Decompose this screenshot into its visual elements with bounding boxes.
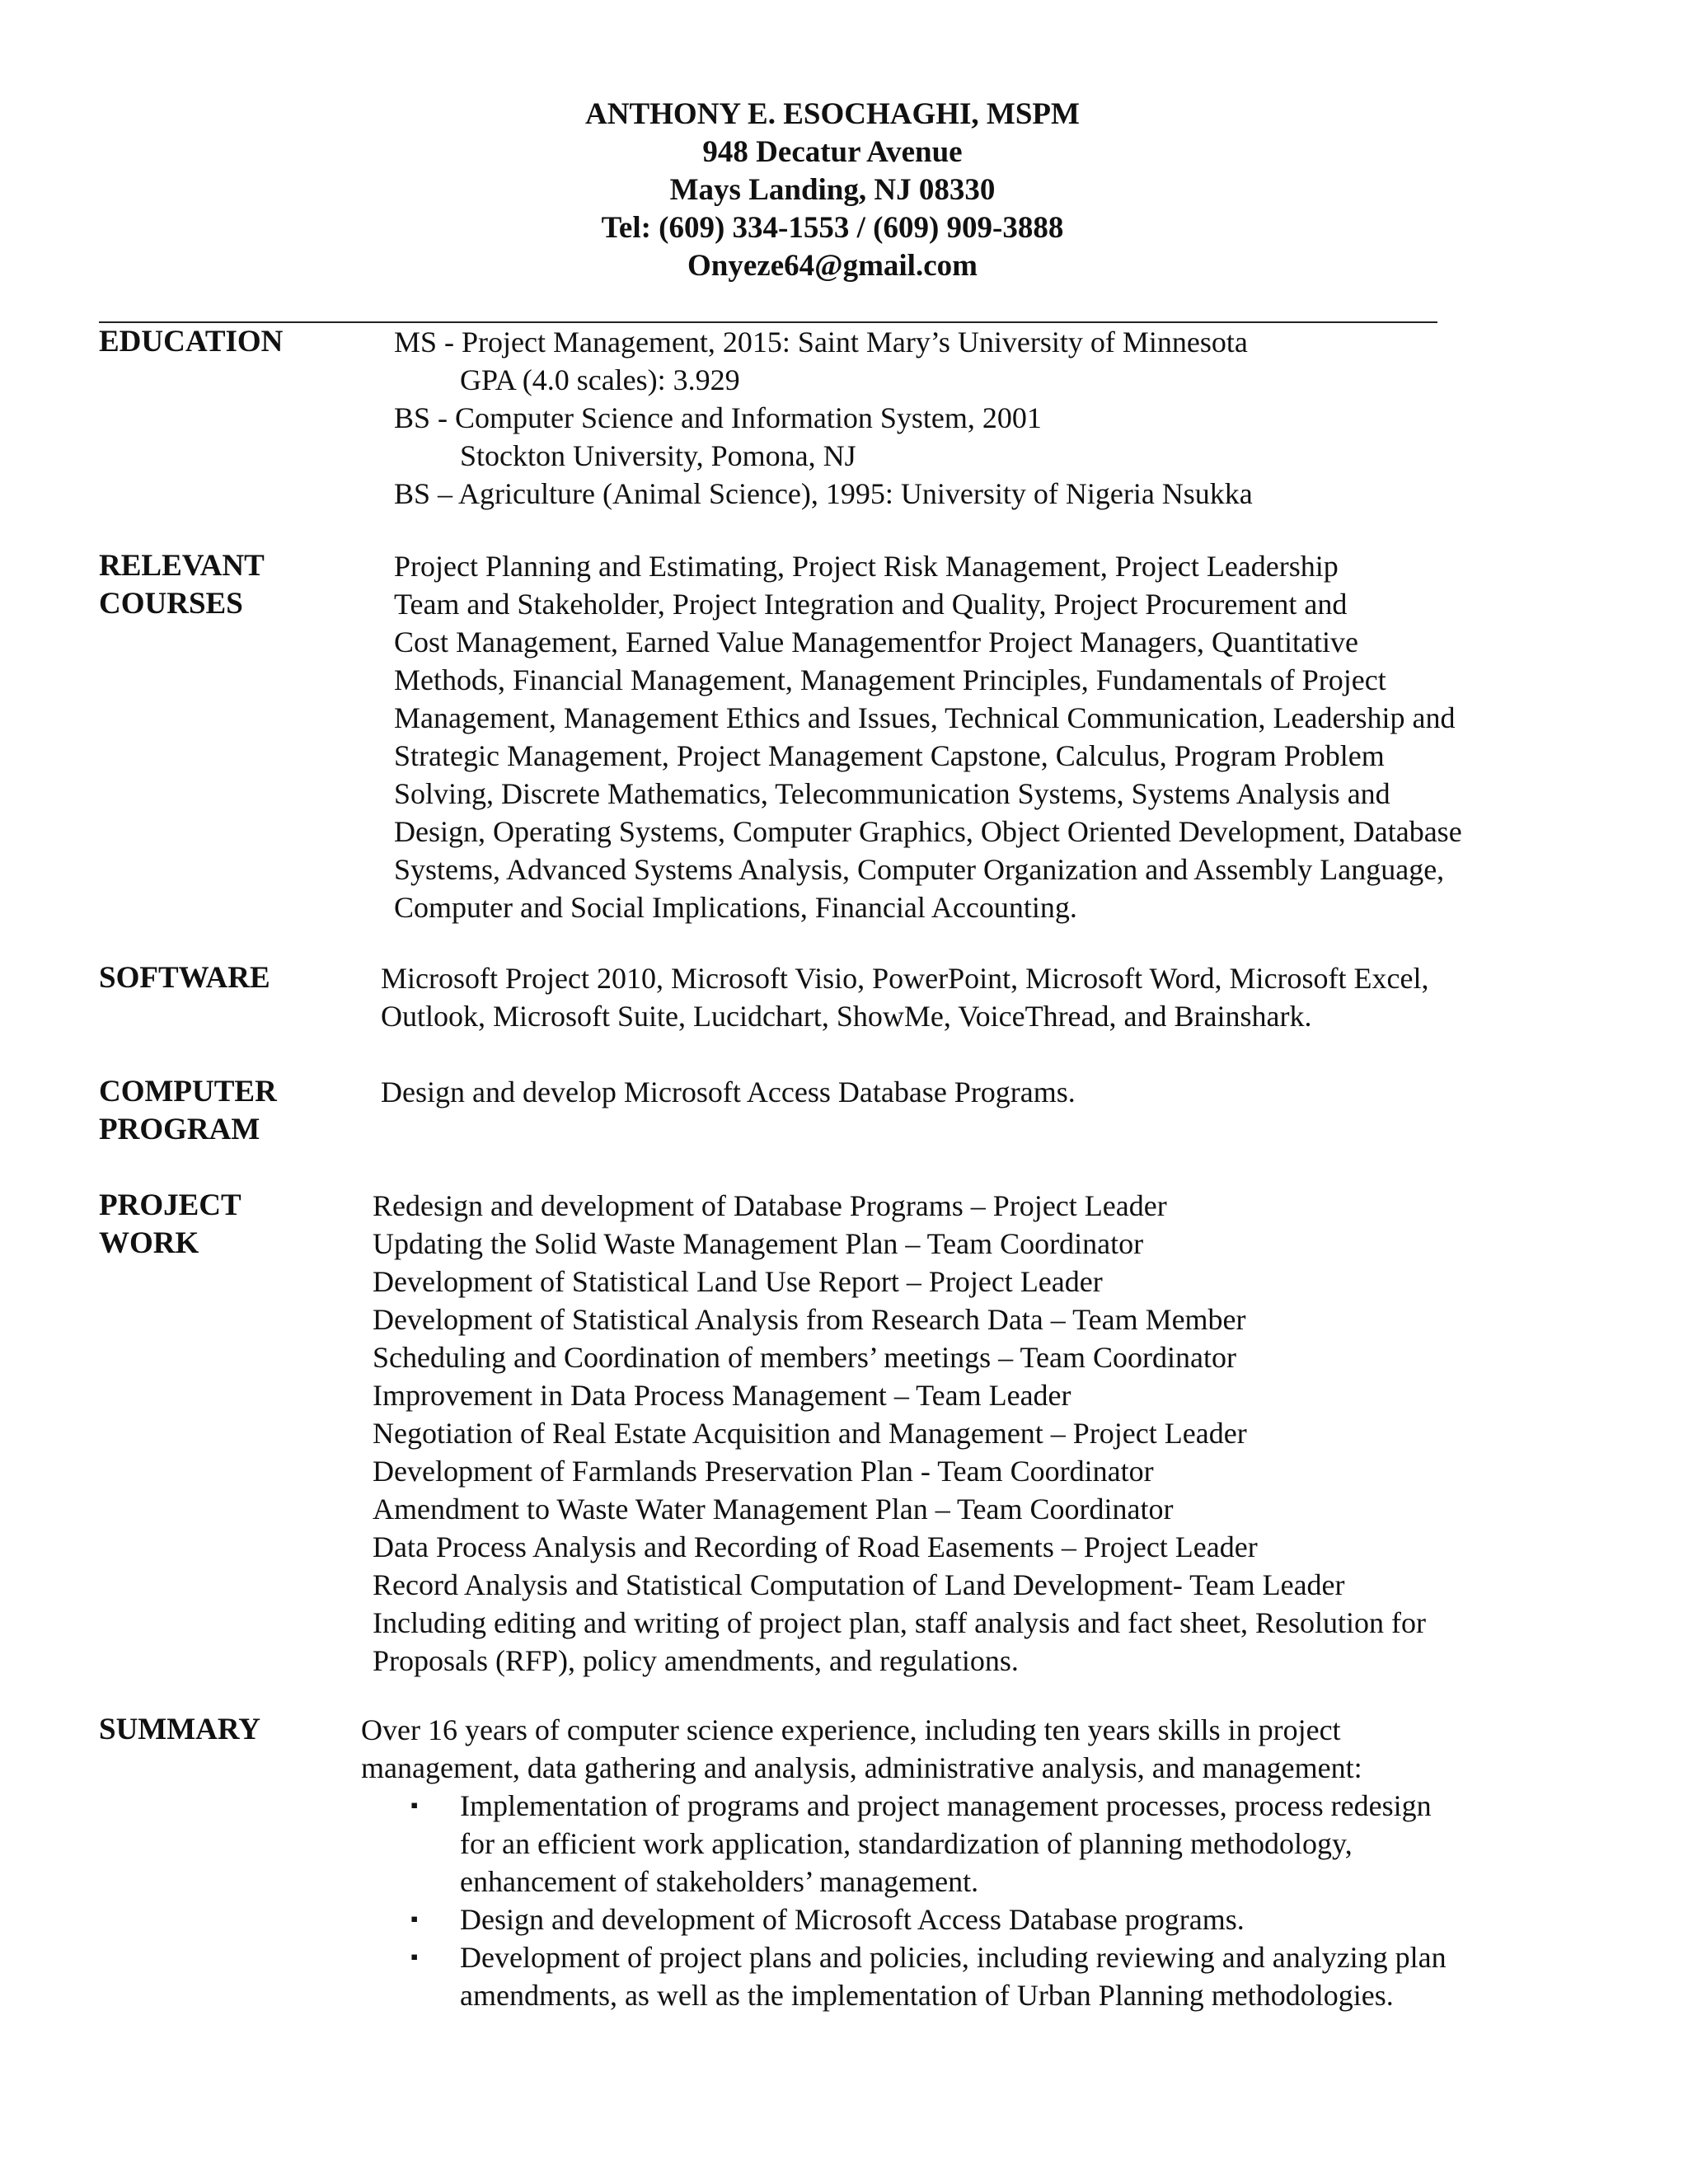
computer-program-label: [99, 1073, 379, 1149]
courses-content: [394, 547, 1462, 926]
education-line: Stockton University, Pomona, NJ: [460, 439, 856, 472]
project-work-line: Updating the Solid Waste Management Plan – Team Coordinator: [373, 1227, 1144, 1260]
square-bullet-icon: ▪: [410, 1907, 419, 1931]
project-work-content: [373, 1187, 1426, 1680]
courses-line: Methods, Financial Management, Management Principles, Fundamentals of Project: [394, 663, 1386, 696]
courses-line: Computer and Social Implications, Financial Accounting.: [394, 891, 1077, 924]
project-work-line: Negotiation of Real Estate Acquisition and Management – Project Leader: [373, 1417, 1247, 1450]
summary-intro-line: management, data gathering and analysis, administrative analysis, and management:: [361, 1751, 1362, 1784]
summary-bullet-item: [361, 1938, 1447, 2014]
project-work-line: Redesign and development of Database Programs – Project Leader: [373, 1189, 1167, 1222]
education-line: GPA (4.0 scales): 3.929: [460, 363, 740, 396]
summary-bullet-item: [361, 1787, 1447, 1900]
courses-line: Management, Management Ethics and Issues, Technical Communication, Leadership and: [394, 701, 1456, 734]
project-work-line: Scheduling and Coordination of members’ meetings – Team Coordinator: [373, 1341, 1236, 1374]
software-line: Outlook, Microsoft Suite, Lucidchart, ShowMe, VoiceThread, and Brainshark.: [381, 1000, 1312, 1033]
computer-program-label-line: COMPUTER: [99, 1075, 277, 1108]
summary-bullet-line: for an efficient work application, standardization of planning methodology,: [460, 1827, 1353, 1860]
project-work-line: Development of Statistical Analysis from Research Data – Team Member: [373, 1303, 1246, 1336]
candidate-name: ANTHONY E. ESOCHAGHI, MSPM: [585, 97, 1080, 131]
project-work-line: Proposals (RFP), policy amendments, and regulations.: [373, 1644, 1019, 1677]
summary-bullet-line: enhancement of stakeholders’ management.: [460, 1865, 979, 1898]
education-line: BS – Agriculture (Animal Science), 1995: University of Nigeria Nsukka: [394, 477, 1253, 510]
summary-bullet-line: Development of project plans and policies, including reviewing and analyzing plan: [460, 1941, 1447, 1974]
phone-numbers: Tel: (609) 334-1553 / (609) 909-3888: [601, 211, 1064, 245]
project-work-label: [99, 1187, 379, 1263]
summary-bullet-line: Implementation of programs and project management processes, process redesign: [460, 1789, 1432, 1822]
project-work-line: Development of Statistical Land Use Report – Project Leader: [373, 1265, 1103, 1298]
project-work-label-line: PROJECT: [99, 1188, 241, 1222]
summary-bullet-line: amendments, as well as the implementation of Urban Planning methodologies.: [460, 1979, 1394, 2012]
summary-content: [361, 1711, 1447, 2014]
summary-bullet-line: Design and development of Microsoft Access Database programs.: [460, 1903, 1245, 1936]
courses-label-line: RELEVANT: [99, 549, 265, 583]
education-line: BS - Computer Science and Information System, 2001: [394, 401, 1042, 434]
courses-line: Design, Operating Systems, Computer Graphics, Object Oriented Development, Database: [394, 815, 1462, 848]
summary-intro-line: Over 16 years of computer science experience, including ten years skills in project: [361, 1713, 1341, 1746]
square-bullet-icon: ▪: [410, 1945, 419, 1969]
courses-line: Cost Management, Earned Value Managementfor Project Managers, Quantitative: [394, 626, 1358, 658]
computer-program-content: [381, 1073, 1076, 1111]
education-content: [394, 323, 1253, 513]
summary-label: SUMMARY: [99, 1713, 261, 1746]
email-address: Onyeze64@gmail.com: [687, 249, 978, 283]
courses-line: Solving, Discrete Mathematics, Telecommunication Systems, Systems Analysis and: [394, 777, 1390, 810]
courses-line: Systems, Advanced Systems Analysis, Computer Organization and Assembly Language,: [394, 853, 1445, 886]
project-work-line: Record Analysis and Statistical Computation of Land Development- Team Leader: [373, 1568, 1345, 1601]
project-work-line: Data Process Analysis and Recording of Road Easements – Project Leader: [373, 1530, 1258, 1563]
street-address: 948 Decatur Avenue: [702, 135, 963, 169]
city-state-zip: Mays Landing, NJ 08330: [669, 173, 996, 207]
software-label: SOFTWARE: [99, 961, 270, 995]
education-label: EDUCATION: [99, 325, 284, 359]
project-work-label-line: WORK: [99, 1226, 199, 1260]
software-content: [381, 959, 1428, 1035]
courses-label: [99, 547, 379, 623]
project-work-line: Including editing and writing of project plan, staff analysis and fact sheet, Resolution for: [373, 1606, 1427, 1639]
computer-program-text: Design and develop Microsoft Access Database Programs.: [381, 1076, 1076, 1108]
courses-line: Team and Stakeholder, Project Integration and Quality, Project Procurement and: [394, 588, 1348, 621]
project-work-line: Amendment to Waste Water Management Plan – Team Coordinator: [373, 1493, 1174, 1526]
project-work-line: Development of Farmlands Preservation Plan - Team Coordinator: [373, 1455, 1154, 1488]
summary-bullet-list: [361, 1787, 1447, 2014]
software-line: Microsoft Project 2010, Microsoft Visio, PowerPoint, Microsoft Word, Microsoft Excel,: [381, 962, 1429, 995]
courses-label-line: COURSES: [99, 587, 243, 621]
project-work-line: Improvement in Data Process Management – Team Leader: [373, 1379, 1071, 1412]
courses-line: Strategic Management, Project Management Capstone, Calculus, Program Problem: [394, 739, 1385, 772]
education-line: MS - Project Management, 2015: Saint Mary’s University of Minnesota: [394, 326, 1248, 359]
square-bullet-icon: ▪: [410, 1793, 419, 1817]
summary-bullet-item: [361, 1900, 1447, 1938]
courses-line: Project Planning and Estimating, Project Risk Management, Project Leadership: [394, 550, 1339, 583]
resume-header: [0, 96, 1665, 285]
computer-program-label-line: PROGRAM: [99, 1113, 260, 1146]
